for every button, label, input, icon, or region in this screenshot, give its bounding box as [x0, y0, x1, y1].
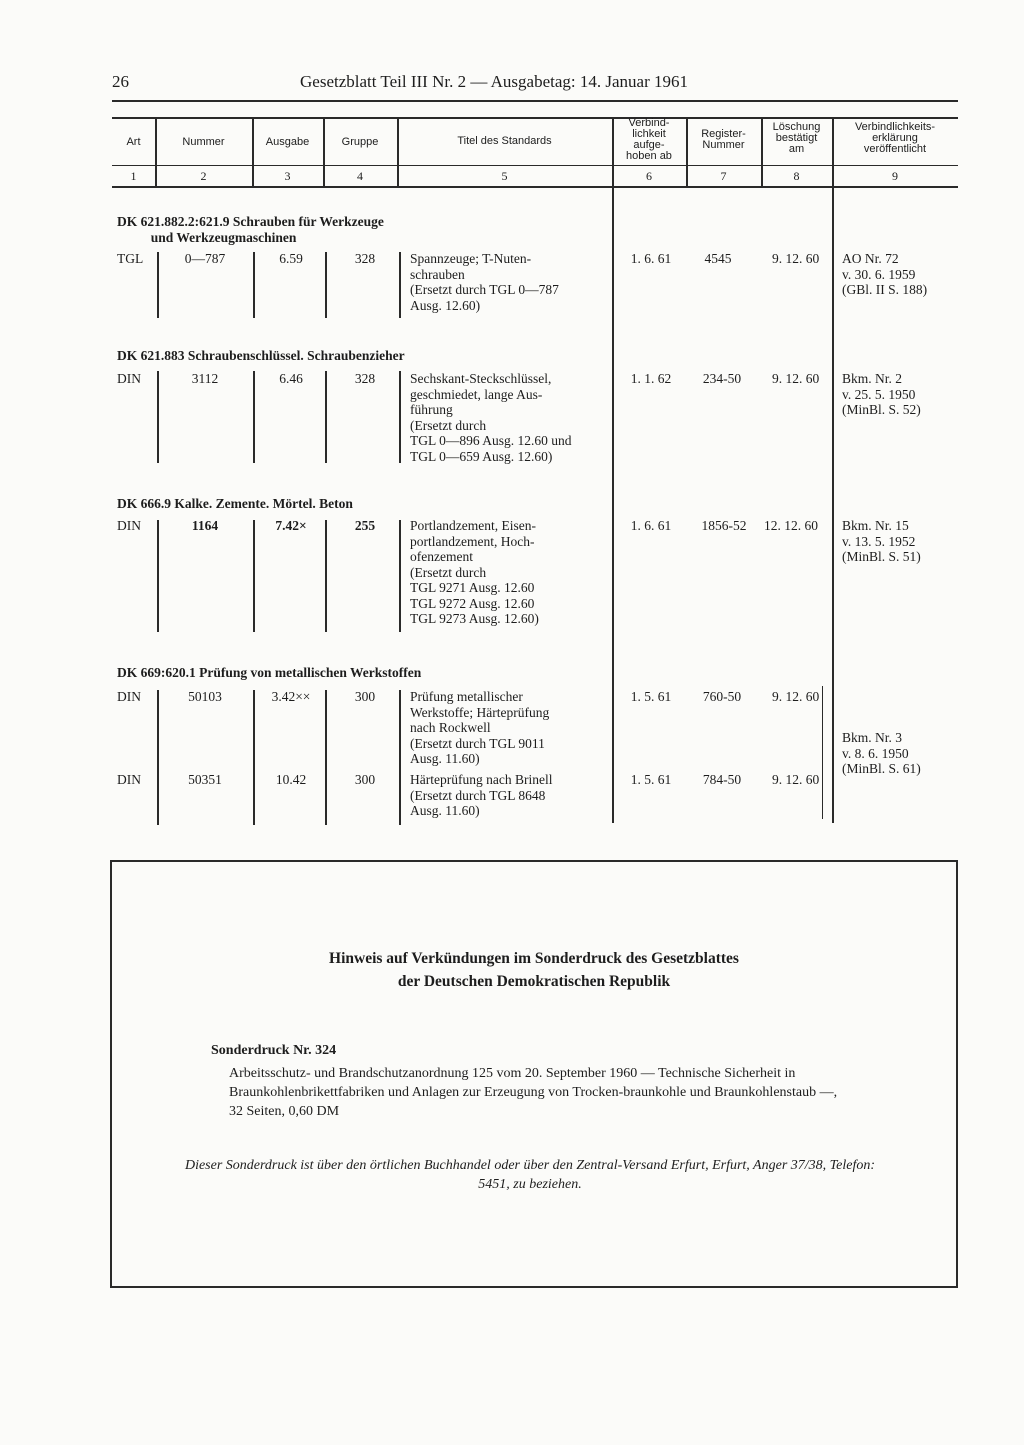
page-number: 26 [112, 72, 129, 91]
col-num: 7 [720, 169, 727, 183]
section-heading: DK 621.882.2:621.9 Schrauben für Werkzeuge und Werkzeugmaschinen [117, 214, 384, 245]
col-num: 2 [200, 169, 207, 183]
cell-loeschung: 12. 12. 60 [764, 518, 818, 533]
sonderdruck-description: Arbeitsschutz- und Brandschutzanordnung 125 vom 20. September 1960 — Technische Sicherheit in Braunkohlenbrikettfabriken und Anlagen zur Erzeugung von Trocken-braunkohle und Braunkohlenstaub —, 32 Seiten, 0,60 DM [229, 1066, 838, 1119]
cell-ausgabe: 3.42×× [271, 689, 311, 704]
notice-title-line2: der Deutschen Demokratischen Republik [397, 973, 671, 990]
cell-gruppe: 300 [354, 689, 376, 704]
cell-veroeffentlicht-shared: Bkm. Nr. 3 v. 8. 6. 1950 (MinBl. S. 61) [842, 730, 921, 776]
cell-loeschung: 9. 12. 60 [772, 689, 820, 704]
cell-veroeffentlicht: AO Nr. 72 v. 30. 6. 1959 (GBl. II S. 188) [842, 251, 928, 297]
col-num: 5 [501, 169, 508, 183]
cell-aufgehoben: 1. 6. 61 [630, 251, 672, 266]
cell-titel: Härteprüfung nach Brinell (Ersetzt durch TGL 8648 Ausg. 11.60) [410, 772, 553, 818]
col-head-aufgehoben: Verbind- lichkeit aufge- hoben ab [626, 117, 672, 162]
cell-titel: Sechskant-Steckschlüssel, geschmiedet, lange Aus- führung (Ersetzt durch TGL 0—896 Ausg. 12.60 und TGL 0—659 Ausg. 12.60) [410, 371, 572, 464]
sonderdruck-label: Sonderdruck Nr. 324 [211, 1043, 337, 1058]
section-heading: DK 666.9 Kalke. Zemente. Mörtel. Beton [117, 496, 353, 511]
col-num: 9 [892, 169, 898, 183]
col-head-titel: Titel des Standards [457, 135, 552, 147]
cell-aufgehoben: 1. 1. 62 [630, 371, 672, 386]
col-num: 8 [793, 169, 800, 183]
notice-title-line1: Hinweis auf Verkündungen im Sonderdruck des Gesetzblattes [329, 950, 739, 967]
col-head-art: Art [126, 136, 141, 148]
cell-ausgabe: 7.42× [275, 518, 307, 533]
col-head-ausgabe: Ausgabe [265, 136, 310, 148]
page-header-title: Gesetzblatt Teil III Nr. 2 — Ausgabetag: 14. Januar 1961 [300, 72, 688, 91]
cell-gruppe: 300 [354, 772, 376, 787]
cell-register: 760-50 [702, 689, 742, 704]
cell-aufgehoben: 1. 6. 61 [630, 518, 672, 533]
cell-aufgehoben: 1. 5. 61 [630, 772, 672, 787]
cell-nummer: 1164 [191, 518, 219, 533]
cell-titel: Spannzeuge; T-Nuten- schrauben (Ersetzt durch TGL 0—787 Ausg. 12.60) [410, 251, 559, 313]
col-head-register: Register- Nummer [701, 128, 746, 151]
cell-loeschung: 9. 12. 60 [772, 251, 820, 266]
cell-art: DIN [117, 772, 141, 787]
cell-titel: Portlandzement, Eisen- portlandzement, Hoch- ofenzement (Ersetzt durch TGL 9271 Ausg. 12.60 TGL 9272 Ausg. 12.60 TGL 9273 Ausg. 12.60) [410, 518, 539, 626]
cell-gruppe: 255 [354, 518, 376, 533]
col-sep-titel [612, 117, 614, 823]
cell-veroeffentlicht: Bkm. Nr. 15 v. 13. 5. 1952 (MinBl. S. 51) [842, 518, 921, 564]
cell-ausgabe: 10.42 [275, 772, 307, 787]
cell-titel: Prüfung metallischer Werkstoffe; Härteprüfung nach Rockwell (Ersetzt durch TGL 9011 Ausg. 11.60) [410, 689, 550, 766]
col-head-nummer: Nummer [182, 136, 225, 148]
cell-register: 234-50 [702, 371, 742, 386]
col-head-gruppe: Gruppe [341, 136, 379, 148]
cell-loeschung: 9. 12. 60 [772, 371, 820, 386]
col-head-loeschung: Löschung bestätigt am [772, 121, 821, 155]
cell-ausgabe: 6.46 [279, 371, 303, 386]
col-num: 6 [646, 169, 652, 183]
col-num: 3 [284, 169, 291, 183]
cell-loeschung: 9. 12. 60 [772, 772, 820, 787]
cell-veroeffentlicht: Bkm. Nr. 2 v. 25. 5. 1950 (MinBl. S. 52) [842, 371, 921, 417]
cell-nummer: 50103 [188, 689, 222, 704]
notice-footer: Dieser Sonderdruck ist über den örtlichen Buchhandel oder über den Zentral-Versand Erfurt, Erfurt, Anger 37/38, Telefon: 5451, zu beziehen. [184, 1158, 876, 1192]
cell-art: DIN [117, 518, 141, 533]
cell-art: DIN [117, 689, 141, 704]
cell-gruppe: 328 [354, 371, 376, 386]
cell-register: 784-50 [702, 772, 742, 787]
col-sep-loeschung [832, 117, 834, 823]
cell-art: DIN [117, 371, 141, 386]
cell-gruppe: 328 [354, 251, 376, 266]
col-num: 4 [357, 169, 363, 183]
section-heading: DK 621.883 Schraubenschlüssel. Schraubenzieher [117, 348, 405, 363]
cell-aufgehoben: 1. 5. 61 [630, 689, 672, 704]
cell-nummer: 50351 [188, 772, 222, 787]
cell-register: 4545 [704, 251, 732, 266]
col-head-veroeffentlicht: Verbindlichkeits- erklärung veröffentlicht [854, 121, 936, 155]
brace-line [822, 686, 823, 819]
cell-ausgabe: 6.59 [279, 251, 303, 266]
cell-register: 1856-52 [701, 518, 747, 533]
col-num: 1 [130, 169, 137, 183]
cell-nummer: 0—787 [184, 251, 226, 266]
cell-nummer: 3112 [191, 371, 219, 386]
header-rule [112, 100, 958, 102]
cell-art: TGL [117, 251, 144, 266]
section-heading: DK 669:620.1 Prüfung von metallischen Werkstoffen [117, 665, 422, 680]
